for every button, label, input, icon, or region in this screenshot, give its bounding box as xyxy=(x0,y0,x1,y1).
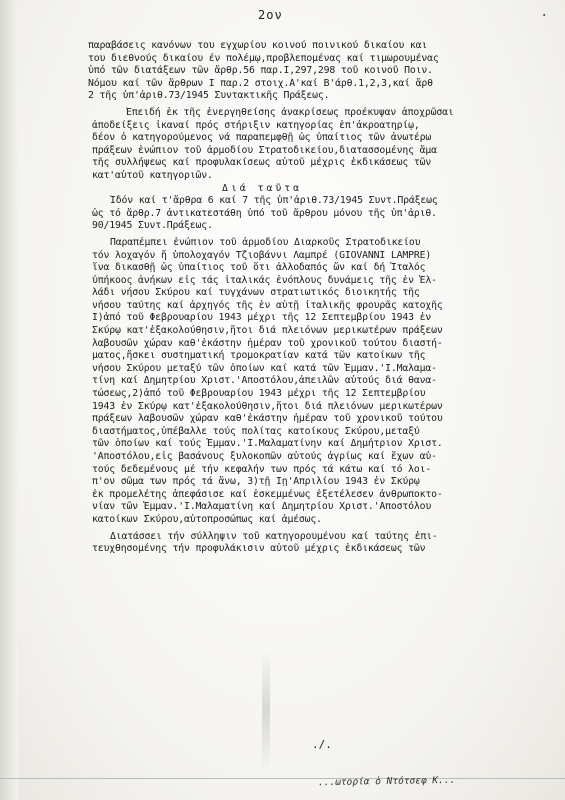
paragraph-referral xyxy=(92,237,557,527)
text-line: κατοίκων Σκύρου,αὐτοπροσώπως καί ἀμέσως. xyxy=(92,513,322,525)
text-line: ἐκ προμελέτης ἀπεφάσισε καί ἐσκεμμένως ἐξετέλεσεν ἀνθρωποκτο- xyxy=(92,488,443,500)
text-line: του διεθνούς δικαίου έν πολέμῳ,προβλεπομένας καί τιμωρουμένας xyxy=(88,52,439,64)
text-line: π'ον σῶμα των πρός τά ἄνω, 3)τῇ Ιῃ'Απριλίου 1943 ἐν Σκύρῳ xyxy=(92,476,420,488)
text-line: ἵνα δικασθῇ ὡς ὑπαίτιος τοῦ ὅτι ἀλλοδαπός ὤν καί δή Ἰταλός xyxy=(92,262,426,274)
text-line: νήσου Σκύρου μεταξύ τῶν ὁποίων καί κατά τῶν Ἐμμαν.'Ι.Μαλαμα- xyxy=(92,362,437,374)
text-line: τῶν ὁποίων καί τούς Ἐμμαν.'Ι.Μαλαματίνην καί Δημήτριον Χριστ. xyxy=(92,438,443,450)
text-line: τούς δεδεμένους μέ τήν κεφαλήν των πρός τά κάτω καί τό λοι- xyxy=(92,463,432,475)
text-line: 2 τῆς ὑπ'ἀριθ.73/1945 Συντακτικῆς Πράξεως. xyxy=(88,90,330,102)
paragraph-charges xyxy=(88,40,557,103)
text-line: ματος,ἤσκει συστηματική τρομοκρατίαν κατά τῶν κατοίκων τῆς xyxy=(92,350,426,362)
section-heading: Διά ταῦτα xyxy=(222,182,303,194)
scan-edge-shadow xyxy=(0,0,18,800)
text-line: τῆς συλλήψεως καί προφυλακίσεως αὐτοῦ μέχρις ἐκδικάσεως τῶν xyxy=(92,157,432,169)
text-line: τευχθησομένης τήν προφυλάκισιν αὐτοῦ μέχρις ἐκδικάσεως τῶν xyxy=(92,543,426,555)
text-line: Σκύρῳ κατ'ἐξακολούθησιν,ἤτοι διά πλειόνων μερικωτέρων πράξεων xyxy=(92,325,443,337)
text-line: λαβουσῶν χώραν καθ'ἑκάστην ἡμέραν τοῦ χρονικοῦ τούτου διαστή- xyxy=(92,337,443,349)
text-line: πράξεων ἐνώπιον τοῦ ἁρμοδίου Στρατοδικείου,διατασσομένης ἅμα xyxy=(92,144,437,156)
text-line: τώσεως,2)ἀπό τοῦ Φεβρουαρίου 1943 μέχρι τῆς 12 Σεπτεμβρίου xyxy=(92,388,426,400)
text-line: πράξεων λαβουσῶν χώραν καθ'ἑκάστην ἡμέραν τοῦ χρονικοῦ τούτου xyxy=(92,413,443,425)
text-line: Ἰδόν καί τ'ἄρθρα 6 καί 7 τῆς ὑπ'ἀριθ.73/1945 Συντ.Πράξεως xyxy=(110,195,438,207)
scan-smudge xyxy=(262,650,270,770)
text-line: Διατάσσει τήν σύλληψιν τοῦ κατηγορουμένου καί ταύτης ἐπι- xyxy=(110,530,438,542)
text-line: νίαν τῶν Ἐμμαν.'Ι.Μαλαματίνη καί Δημητρίου Χριστ.'Αποστόλου xyxy=(92,501,432,513)
page-fold-line xyxy=(0,778,565,779)
text-line: Ἐπειδή ἐκ τῆς ἐνεργηθείσης ἀνακρίσεως προέκυψαν ἀποχρῶσαι xyxy=(126,106,454,118)
paragraph-reasoning xyxy=(92,107,557,183)
page-number: 2ον xyxy=(258,8,283,22)
text-line: ὑπήκοος ἀνήκων εἰς τάς ἰταλικάς ἐνόπλους δυνάμεις τῆς ἐν Ἑλ- xyxy=(92,274,437,286)
text-line: Παραπέμπει ἐνώπιον τοῦ ἁρμοδίου Διαρκοῦς Στρατοδικείου xyxy=(110,236,421,248)
document-body xyxy=(88,40,557,556)
text-line: λάδι νήσου Σκύρου καί τυγχάνων στρατιωτικός διοικητής τῆς xyxy=(92,287,420,299)
text-line: Ι)ἀπό τοῦ Φεβρουαρίου 1943 μέχρι τῆς 12 Σεπτεμβρίου 1943 ἐν xyxy=(92,312,432,324)
text-line: δέον ὁ κατηγορούμενος νά παραπεμφθῇ ὡς ὑπαίτιος τῶν ἀνωτέρω xyxy=(92,132,432,144)
text-line: ὑπό τῶν διατάξεων τῶν ἄρθρ.56 παρ.Ι,297,298 τοῦ κοινοῦ Ποιν. xyxy=(88,65,433,77)
paragraph-articles xyxy=(92,195,557,233)
text-line: 'Αποστόλου,εἰς βασάνους ξυλοκοπῶν αὐτούς ἀγρίως καί ἔχων αὐ- xyxy=(92,451,437,462)
text-line: Νόμου καί τῶν ἄρθρων Ι παρ.2 στοιχ.Α'καί Β'άρθ.1,2,3,καί ἄρθ xyxy=(88,77,433,89)
paragraph-arrest-order xyxy=(92,531,557,556)
text-line: παραβάσεις κανόνων του εγχωρίου κοινού ποινικού δικαίου και xyxy=(88,40,428,51)
text-line: 90/1945 Συντ.Πράξεως. xyxy=(92,220,213,232)
text-line: κατ'αὐτοῦ κατηγοριῶν. xyxy=(92,169,213,181)
corner-mark: · xyxy=(540,8,549,24)
text-line: τίνη καί Δημητρίου Χριστ.'Αποστόλου,ἀπειλῶν αὐτούς διά θανα- xyxy=(92,375,437,387)
end-mark: ./. xyxy=(312,738,332,751)
text-line: ἀποδείξεις ἱκαναί πρός στήριξιν κατηγορίας ἐπ'ἀκροατηρίῳ, xyxy=(92,119,420,131)
text-line: 1943 ἐν Σκύρῳ κατ'ἐξακολούθησιν,ἤτοι διά πλειόνων μερικωτέρων xyxy=(92,400,443,412)
text-line: διαστήματος,ὑπέβαλλε τούς πολίτας κατοίκους Σκύρου,μεταξύ xyxy=(92,425,420,437)
signature-text: ...ωτορία ὁ Ντότσεφ Κ... xyxy=(317,774,456,789)
text-line: ὡς τό ἄρθρ.7 ἀντικατεστάθη ὑπό τοῦ ἄρθρου μόνου τῆς ὑπ'ἀριθ. xyxy=(92,207,437,219)
text-line: νήσου ταύτης καί ἀρχηγός τῆς ἐν αὐτῇ ἰταλικῆς φρουρᾶς κατοχῆς xyxy=(92,299,443,311)
text-line: τόν λοχαγόν ἤ ὑπολοχαγόν Τζιοβάννι Λαμπρέ (GIOVANNI LAMPRE) xyxy=(92,249,432,261)
